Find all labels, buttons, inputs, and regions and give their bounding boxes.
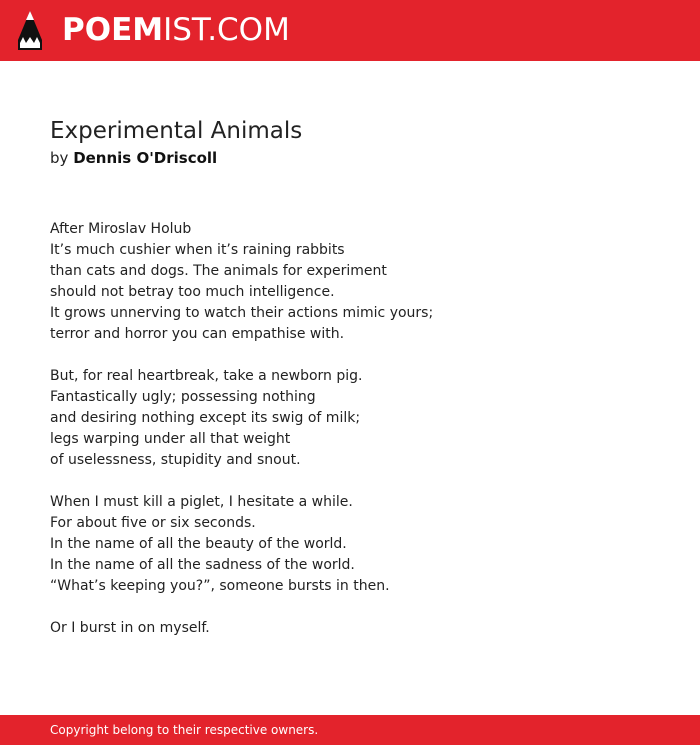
poem-line: For about five or six seconds. (50, 515, 256, 531)
stanza (50, 366, 650, 471)
pencil-tip-icon[interactable] (17, 10, 43, 51)
poem-line: But, for real heartbreak, take a newborn pig. (50, 368, 363, 384)
poem-body (50, 219, 650, 660)
byline-prefix: by (50, 149, 69, 167)
poem-line: In the name of all the beauty of the world. (50, 536, 347, 552)
poem-line: Fantastically ugly; possessing nothing (50, 389, 316, 405)
poem-line: should not betray too much intelligence. (50, 284, 335, 300)
author-name: Dennis O'Driscoll (73, 149, 218, 167)
poem-line: legs warping under all that weight (50, 431, 291, 447)
poem-line: After Miroslav Holub (50, 221, 192, 237)
poem-line: terror and horror you can empathise with. (50, 326, 345, 342)
stanza (50, 492, 650, 597)
poem-line: It grows unnerving to watch their actions mimic yours; (50, 305, 434, 321)
copyright-notice: Copyright belong to their respective owners. (50, 723, 319, 737)
poem-line: “What’s keeping you?”, someone bursts in then. (50, 578, 390, 594)
byline (50, 148, 217, 169)
stanza (50, 219, 650, 345)
poem-line: than cats and dogs. The animals for experiment (50, 263, 387, 279)
logo-bold-text: POEM (62, 12, 164, 48)
poem-line: It’s much cushier when it’s raining rabbits (50, 242, 345, 258)
poem-line: In the name of all the sadness of the world. (50, 557, 355, 573)
site-header (0, 0, 700, 61)
poem-title: Experimental Animals (50, 118, 303, 144)
poem-line: When I must kill a piglet, I hesitate a while. (50, 494, 353, 510)
poem-line: Or I burst in on myself. (50, 620, 210, 636)
poem-line: and desiring nothing except its swig of milk; (50, 410, 361, 426)
poem-line: of uselessness, stupidity and snout. (50, 452, 301, 468)
logo-light-text: IST.COM (163, 12, 290, 48)
site-logo[interactable] (62, 11, 290, 49)
stanza (50, 618, 650, 639)
site-footer (0, 715, 700, 745)
